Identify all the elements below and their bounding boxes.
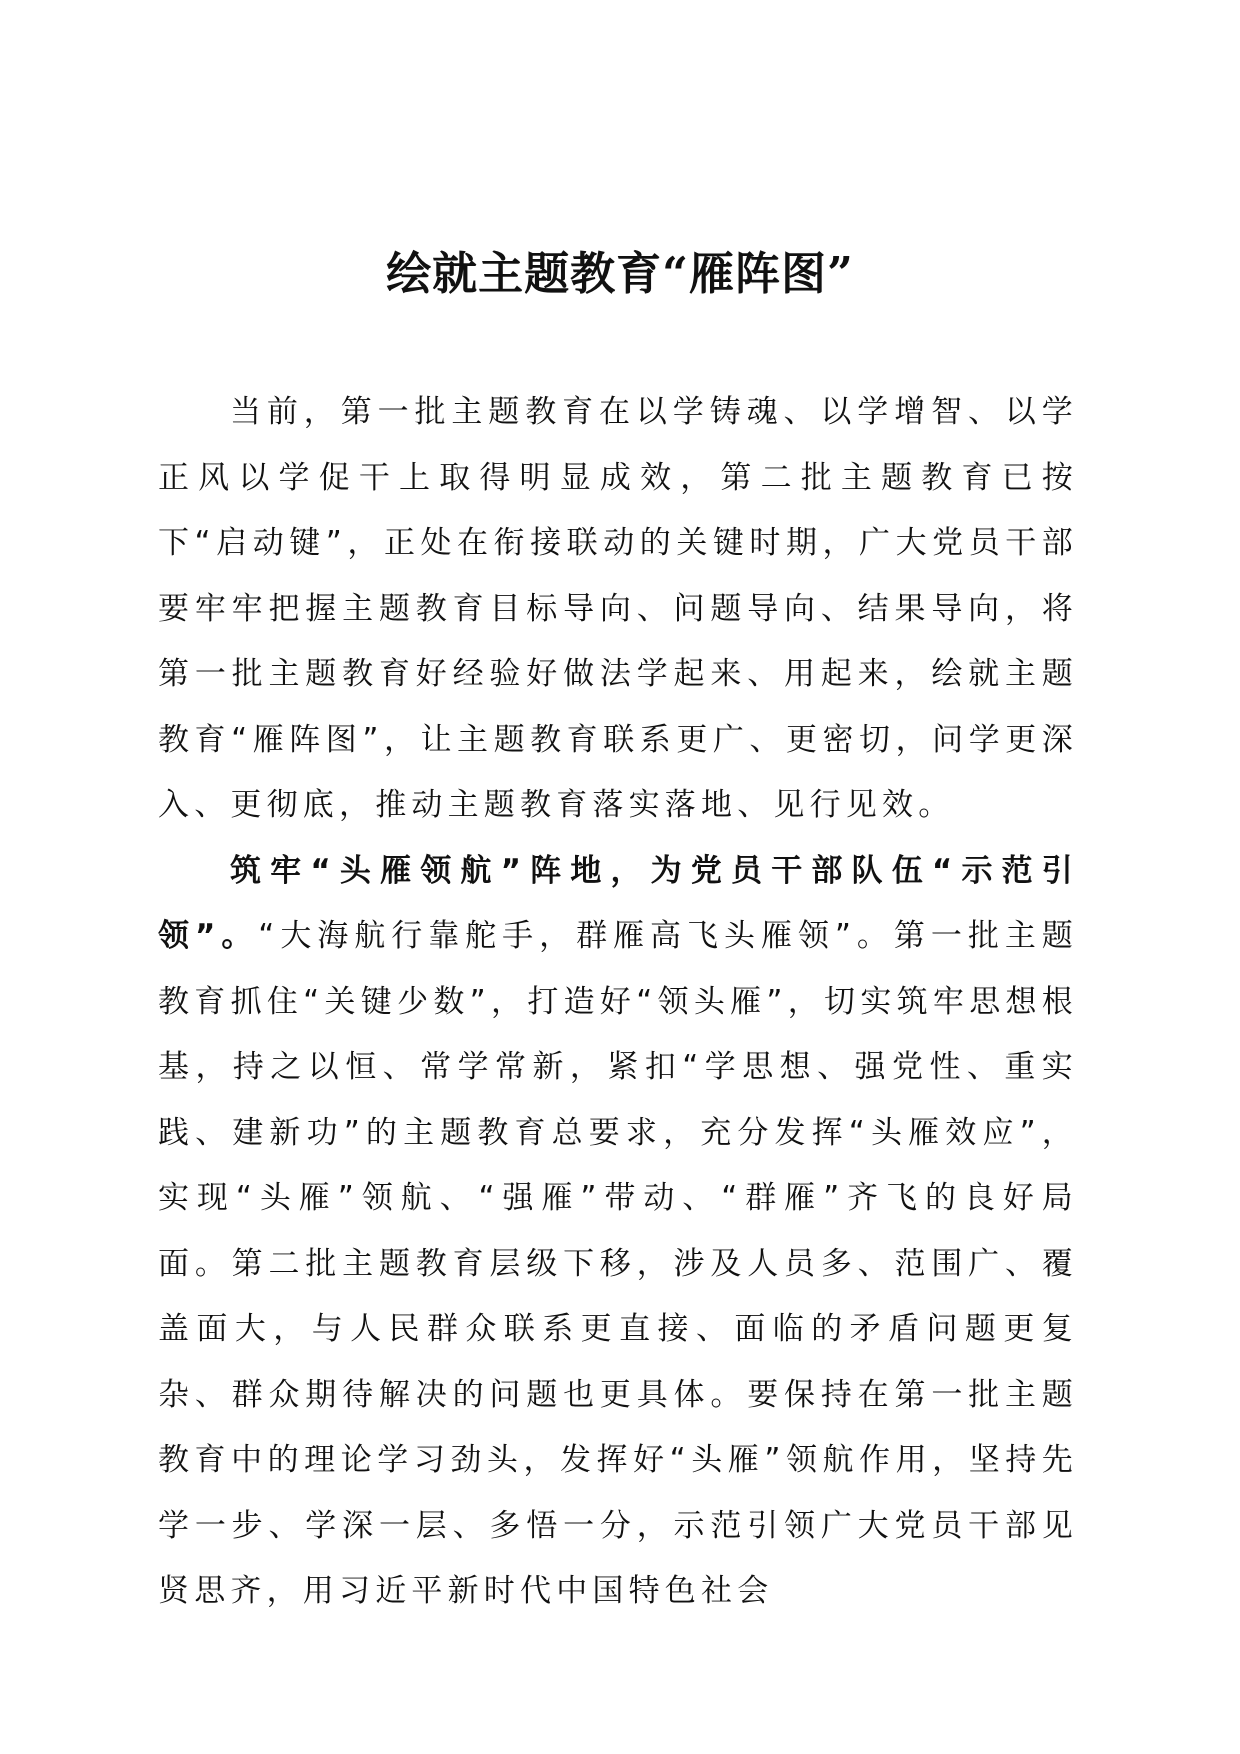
document-title: 绘就主题教育“雁阵图” — [386, 247, 854, 300]
document-body — [158, 380, 1078, 1625]
paragraph-1-text: 当前，第一批主题教育在以学铸魂、以学增智、以学正风以学促干上取得明显成效，第二批主题教育已按下“启动键”，正处在衔接联动的关键时期，广大党员干部要牢牢把握主题教育目标导向、问题导向、结果导向，将第一批主题教育好经验好做法学起来、用起来，绘就主题教育“雁阵图”，让主题教育联系更广、更密切，问学更深入、更彻底，推动主题教育落实落地、见行见效。 — [158, 394, 1078, 823]
paragraph-1 — [158, 380, 1078, 839]
paragraph-2-lead: 筑牢“头雁领航”阵地，为党员干部队伍“示范引领”。 — [158, 852, 1078, 954]
paragraph-2-text: “大海航行靠舵手，群雁高飞头雁领”。第一批主题教育抓住“关键少数”，打造好“领头雁”，切实筑牢思想根基，持之以恒、常学常新，紧扣“学思想、强党性、重实践、建新功”的主题教育总要求，充分发挥“头雁效应”，实现“头雁”领航、“强雁”带动、“群雁”齐飞的良好局面。第二批主题教育层级下移，涉及人员多、范围广、覆盖面大，与人民群众联系更直接、面临的矛盾问题更复杂、群众期待解决的问题也更具体。要保持在第一批主题教育中的理论学习劲头，发挥好“头雁”领航作用，坚持先学一步、学深一层、多悟一分，示范引领广大党员干部见贤思齐，用习近平新时代中国特色社会 — [158, 918, 1078, 1609]
paragraph-2 — [158, 839, 1078, 1625]
